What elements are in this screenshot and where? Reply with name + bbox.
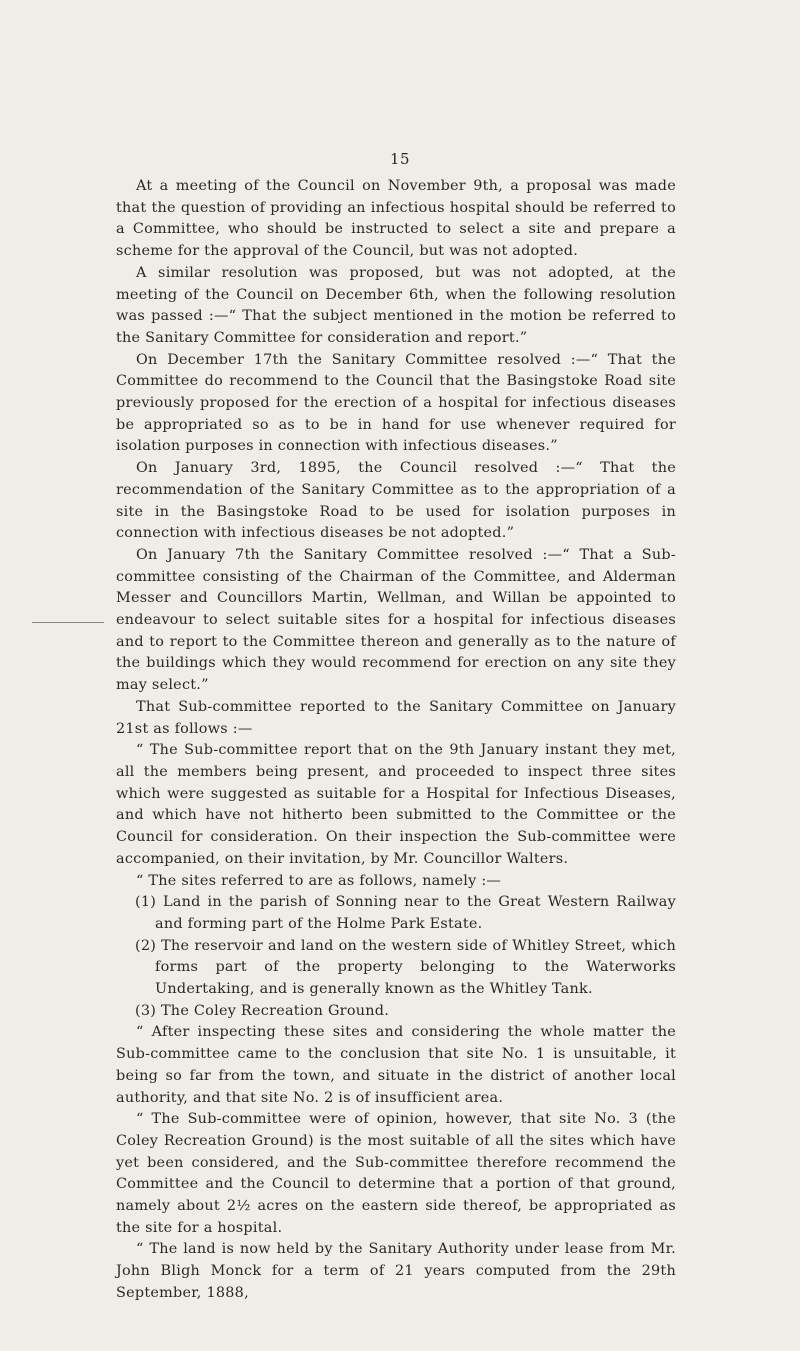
paragraph: “ The land is now held by the Sanitary Authority under lease from Mr. John Bligh Monck for a term of 21 years computed from the 29th September, 1888, <box>116 1241 676 1301</box>
paragraph: On January 7th the Sanitary Committee resolved :—“ That a Sub-committee consisting of the Chairman of the Committee, and Alderman Messer and Councillors Martin, Wellman, and Willan be appointed to endeavour to select suitable sites for a hospital for infectious diseases and to report to the Committee thereon and generally as to the nature of the buildings which they would recommend for erection on any site they may select.” <box>116 546 676 694</box>
site-list-item: (1) Land in the parish of Sonning near to the Great Western Railway and forming part of the Holme Park Estate. <box>135 894 676 932</box>
paragraph: “ The Sub-committee were of opinion, however, that site No. 3 (the Coley Recreation Ground) is the most suitable of all the sites which have yet been considered, and the Sub-committee therefore recommend the Committee and the Council to determine that a portion of that ground, namely about 2½ acres on the eastern side thereof, be appropriated as the site for a hospital. <box>116 1111 676 1236</box>
margin-rule <box>32 622 104 623</box>
paragraph: That Sub-committee reported to the Sanitary Committee on January 21st as follows :— <box>116 698 676 737</box>
site-list-item: (2) The reservoir and land on the western side of Whitley Street, which forms part of the property belonging to the Waterworks Undertaking, and is generally known as the Whitley Tank. <box>135 937 676 998</box>
paragraph: On December 17th the Sanitary Committee resolved :—“ That the Committee do recommend to the Council that the Basingstoke Road site previously proposed for the erection of a hospital for infectious diseases be appropriated so as to be in hand for use whenever required for isolation purposes in connection with infectious diseases.” <box>116 351 676 455</box>
page-number: 15 <box>389 150 411 168</box>
paragraph: “ The sites referred to are as follows, namely :— <box>136 872 502 889</box>
paragraph: On January 3rd, 1895, the Council resolved :—“ That the recommendation of the Sanitary Committee as to the appropriation of a site in the Basingstoke Road to be used for isolation purposes in connection with infectious diseases be not adopted.” <box>116 460 676 542</box>
paragraph: “ The Sub-committee report that on the 9th January instant they met, all the members being present, and proceeded to inspect three sites which were suggested as suitable for a Hospital for Infectious Diseases, and which have not hitherto been submitted to the Committee or the Council for consideration. On their inspection the Sub-committee were accompanied, on their invitation, by Mr. Councillor Walters. <box>116 742 676 867</box>
paragraph: At a meeting of the Council on November 9th, a proposal was made that the question of providing an infectious hospital should be referred to a Committee, who should be instructed to select a site and prepare a scheme for the approval of the Council, but was not adopted. <box>116 178 676 260</box>
body-text <box>116 176 676 1305</box>
paragraph: “ After inspecting these sites and considering the whole matter the Sub-committee came to the conclusion that site No. 1 is unsuitable, it being so far from the town, and situate in the district of another local authority, and that site No. 2 is of insufficient area. <box>116 1024 676 1106</box>
site-list-item: (3) The Coley Recreation Ground. <box>135 1002 390 1019</box>
paragraph: A similar resolution was proposed, but was not adopted, at the meeting of the Council on December 6th, when the following resolution was passed :—“ That the subject mentioned in the motion be referred to the Sanitary Committee for consideration and report.” <box>116 264 676 346</box>
